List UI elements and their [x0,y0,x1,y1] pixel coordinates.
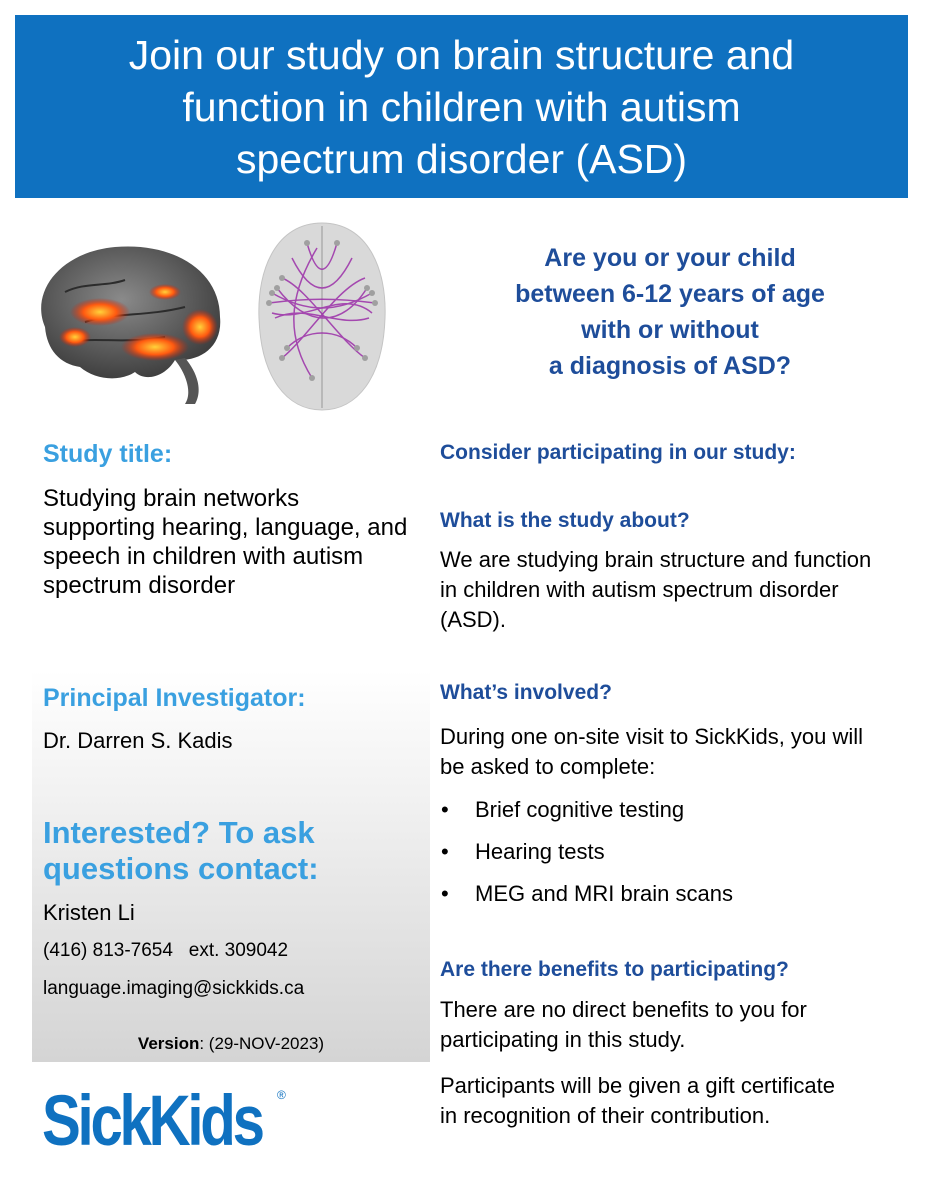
title-banner [15,15,908,198]
contact-label: Interested? To ask questions contact: [43,815,319,886]
brain-network-image [247,218,397,414]
benefits-text: There are no direct benefits to you for participating in this study. [440,997,807,1052]
sickkids-logo [42,1084,310,1164]
about-text: We are studying brain structure and function in children with autism spectrum disorder (ASD). [440,547,872,632]
about-heading: What is the study about? [440,509,690,532]
study-title: Studying brain networks supporting hearing, language, and speech in children with autism spectrum disorder [43,485,408,599]
version-line [32,1034,430,1054]
contact-name: Kristen Li [43,900,135,925]
pi-label: Principal Investigator: [43,684,306,712]
bullet-icon: • [441,839,449,864]
brain-activation-image [25,232,230,407]
consider-heading: Consider participating in our study: [440,441,796,464]
benefits-heading: Are there benefits to participating? [440,958,789,981]
registered-mark: ® [277,1088,286,1102]
logo-text: SickKids [42,1082,262,1161]
involved-heading: What’s involved? [440,681,612,704]
version-value: : (29-NOV-2023) [199,1034,325,1053]
contact-email[interactable]: language.imaging@sickkids.ca [43,978,305,999]
pi-name: Dr. Darren S. Kadis [43,728,233,753]
gift-text: Participants will be given a gift certificate in recognition of their contribution. [440,1073,835,1128]
bullet-icon: • [441,797,449,822]
eligibility-question: Are you or your child between 6-12 years of age with or without a diagnosis of ASD? [515,244,825,380]
bullet-icon: • [441,881,449,906]
version-label: Version [137,1034,200,1053]
page-title: Join our study on brain structure and function in children with autism spectrum disorder (ASD) [128,31,795,182]
contact-phone: (416) 813-7654 ext. 309042 [43,940,289,961]
involved-text: During one on-site visit to SickKids, you will be asked to complete: [440,724,864,779]
study-title-label: Study title: [43,440,173,468]
